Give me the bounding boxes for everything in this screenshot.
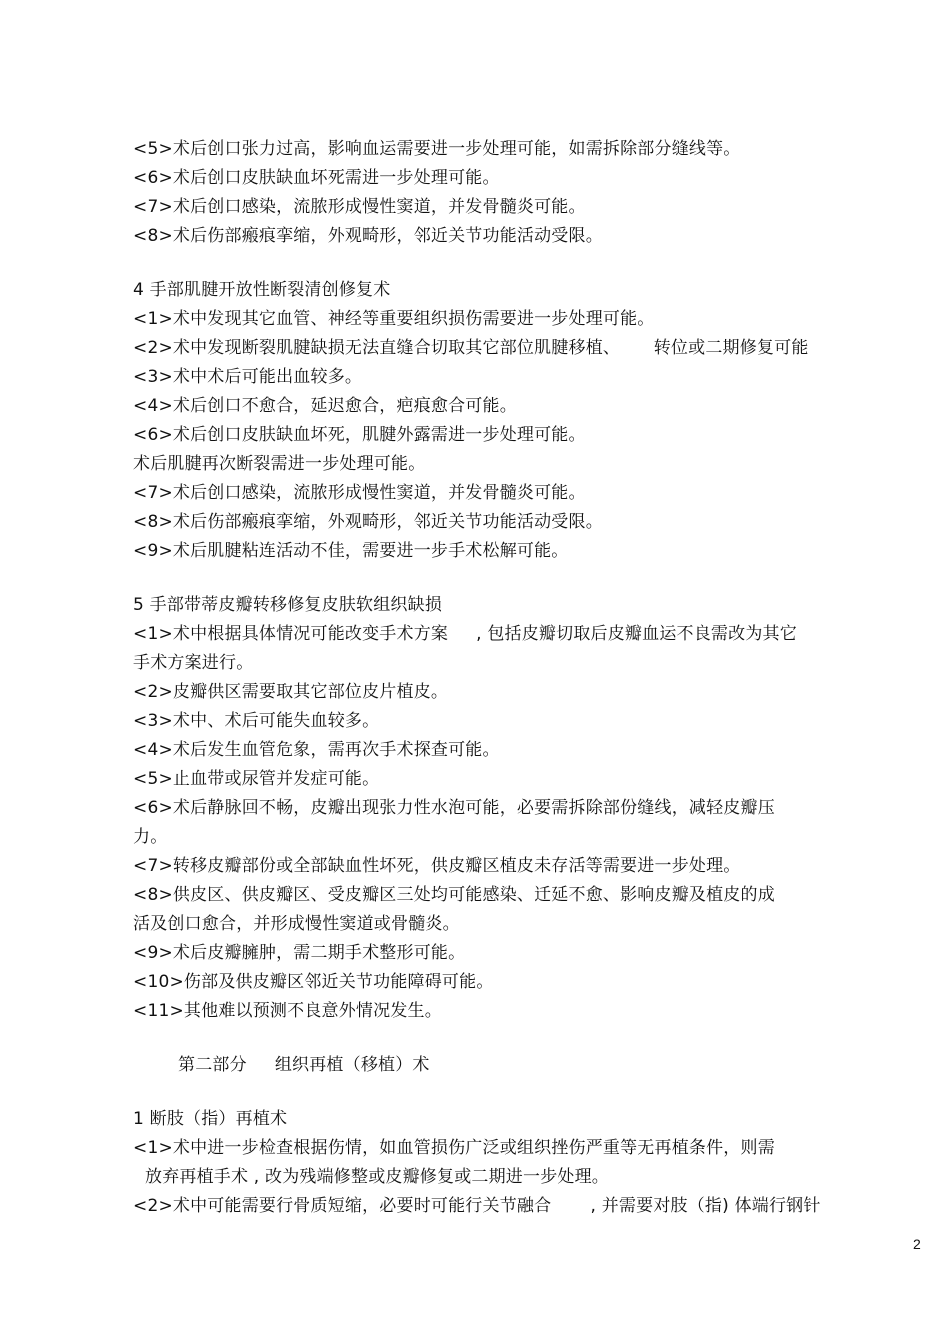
text-line: <7>术后创口感染，流脓形成慢性窦道，并发骨髓炎可能。 (133, 197, 586, 217)
text-line: <2>术中发现断裂肌腱缺损无法直缝合切取其它部位肌腱移植、 转位或二期修复可能 (133, 338, 809, 358)
text-line: <9>术后皮瓣臃肿，需二期手术整形可能。 (133, 943, 466, 963)
text-line: <2>术中可能需要行骨质短缩，必要时可能行关节融合 , 并需要对肢（指) 体端行钢针 (133, 1196, 821, 1216)
text-line: <1>术中根据具体情况可能改变手术方案 , 包括皮瓣切取后皮瓣血运不良需改为其它 (133, 624, 797, 644)
text-line: 力。 (133, 827, 168, 847)
text-line: <10>伤部及供皮瓣区邻近关节功能障碍可能。 (133, 972, 494, 992)
text-line: <5>术后创口张力过高，影响血运需要进一步处理可能，如需拆除部分缝线等。 (133, 139, 741, 159)
part-heading: 第二部分 组织再植（移植）术 (178, 1055, 430, 1075)
text-line: <2>皮瓣供区需要取其它部位皮片植皮。 (133, 682, 449, 702)
text-line: <6>术后创口皮肤缺血坏死需进一步处理可能。 (133, 168, 500, 188)
text-line: <6>术后静脉回不畅，皮瓣出现张力性水泡可能，必要需拆除部份缝线，减轻皮瓣压 (133, 798, 775, 818)
text-line: <4>术后创口不愈合，延迟愈合，疤痕愈合可能。 (133, 396, 517, 416)
text-line: <9>术后肌腱粘连活动不佳，需要进一步手术松解可能。 (133, 541, 569, 561)
section-heading: 1 断肢（指）再植术 (133, 1109, 288, 1129)
text-line: <8>供皮区、供皮瓣区、受皮瓣区三处均可能感染、迁延不愈、影响皮瓣及植皮的成 (133, 885, 775, 905)
text-line: <1>术中进一步检查根据伤情，如血管损伤广泛或组织挫伤严重等无再植条件，则需 (133, 1138, 775, 1158)
text-line: <7>转移皮瓣部份或全部缺血性坏死，供皮瓣区植皮未存活等需要进一步处理。 (133, 856, 741, 876)
page-number: 2 (913, 1236, 921, 1252)
text-line: <4>术后发生血管危象，需再次手术探查可能。 (133, 740, 500, 760)
text-line: 手术方案进行。 (133, 653, 254, 673)
section-heading: 5 手部带蒂皮瓣转移修复皮肤软组织缺损 (133, 595, 443, 615)
text-line: 活及创口愈合，并形成慢性窦道或骨髓炎。 (133, 914, 460, 934)
text-line: <8>术后伤部瘢痕挛缩，外观畸形，邻近关节功能活动受限。 (133, 226, 603, 246)
text-line: <7>术后创口感染，流脓形成慢性窦道，并发骨髓炎可能。 (133, 483, 586, 503)
text-line: <3>术中、术后可能失血较多。 (133, 711, 380, 731)
text-line: <3>术中术后可能出血较多。 (133, 367, 363, 387)
text-line: <1>术中发现其它血管、神经等重要组织损伤需要进一步处理可能。 (133, 309, 655, 329)
text-line: <6>术后创口皮肤缺血坏死，肌腱外露需进一步处理可能。 (133, 425, 586, 445)
text-line: 术后肌腱再次断裂需进一步处理可能。 (133, 454, 426, 474)
text-line: <8>术后伤部瘢痕挛缩，外观畸形，邻近关节功能活动受限。 (133, 512, 603, 532)
section-heading: 4 手部肌腱开放性断裂清创修复术 (133, 280, 391, 300)
text-line: <11>其他难以预测不良意外情况发生。 (133, 1001, 442, 1021)
text-line: 放弃再植手术 , 改为残端修整或皮瓣修复或二期进一步处理。 (145, 1167, 610, 1187)
text-line: <5>止血带或尿管并发症可能。 (133, 769, 380, 789)
